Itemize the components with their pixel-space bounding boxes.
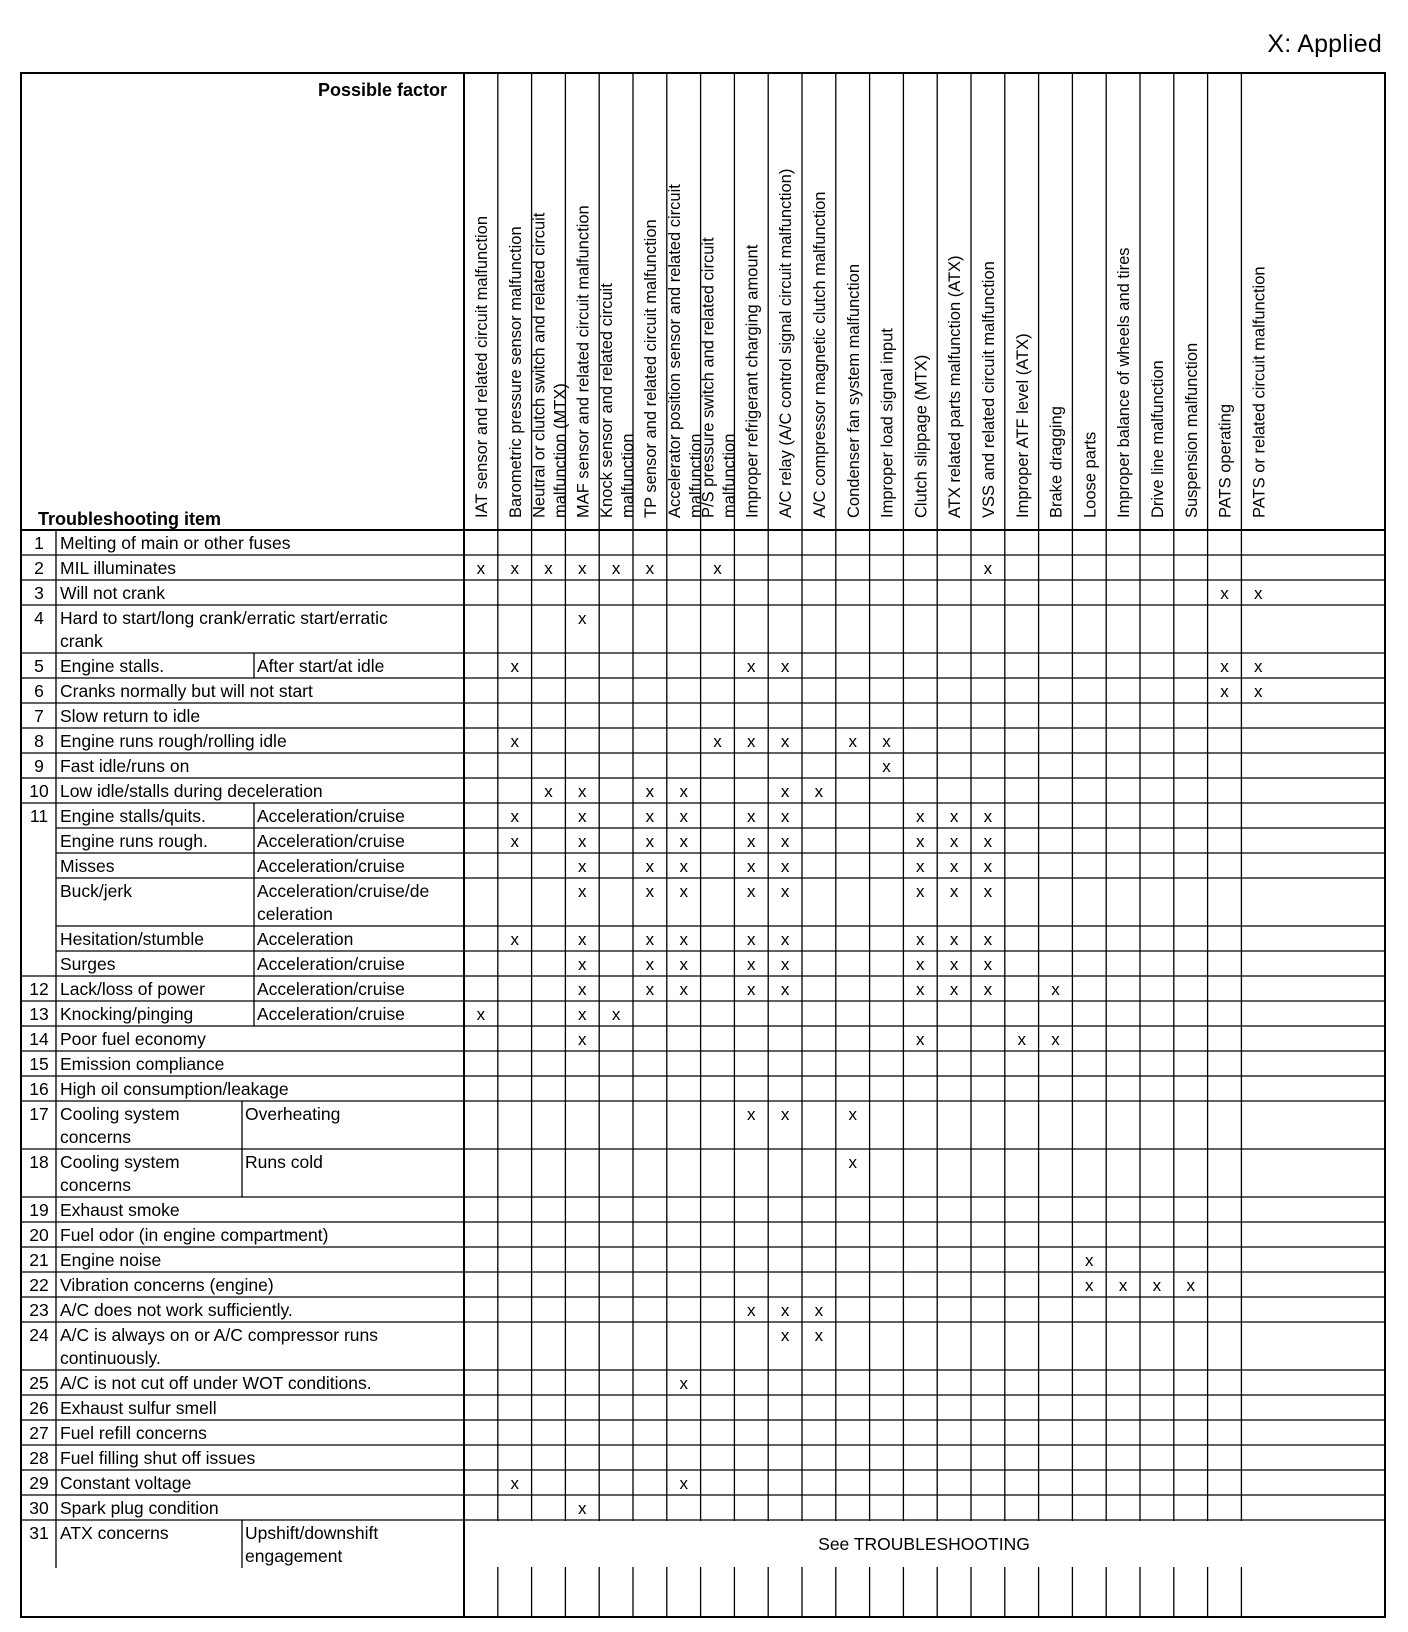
condition-text: Acceleration/cruise — [257, 954, 405, 974]
condition-text: After start/at idle — [257, 656, 385, 676]
applied-mark: x — [1220, 584, 1229, 603]
applied-mark: x — [611, 1005, 621, 1024]
row-number: 9 — [34, 756, 44, 776]
troubleshooting-item: Surges — [60, 954, 116, 974]
applied-mark: x — [747, 857, 756, 876]
factor-header: Brake dragging — [1047, 406, 1066, 518]
troubleshooting-item: Exhaust smoke — [60, 1200, 180, 1220]
troubleshooting-item: Fuel refill concerns — [60, 1423, 207, 1443]
factor-header: VSS and related circuit malfunction — [980, 261, 998, 518]
troubleshooting-item: concerns — [60, 1175, 132, 1195]
row-number: 15 — [29, 1054, 49, 1074]
applied-mark: x — [713, 559, 722, 578]
applied-mark: x — [949, 807, 959, 826]
applied-mark: x — [578, 609, 587, 628]
applied-mark: x — [780, 832, 790, 851]
applied-mark: x — [780, 657, 790, 676]
troubleshooting-item: Low idle/stalls during deceleration — [60, 781, 323, 801]
applied-mark: x — [949, 930, 959, 949]
applied-mark: x — [916, 955, 925, 974]
applied-mark: x — [983, 930, 993, 949]
row-number: 21 — [29, 1250, 49, 1270]
applied-mark: x — [645, 782, 655, 801]
applied-mark: x — [578, 807, 587, 826]
applied-mark: x — [645, 930, 655, 949]
applied-mark: x — [814, 1326, 824, 1345]
applied-mark: x — [645, 807, 655, 826]
troubleshooting-item: Poor fuel economy — [60, 1029, 206, 1049]
applied-mark: x — [578, 930, 587, 949]
troubleshooting-item-title: Troubleshooting item — [38, 509, 221, 529]
factor-header: MAF sensor and related circuit malfunction — [574, 205, 593, 518]
applied-mark: x — [949, 980, 959, 999]
applied-mark: x — [1254, 584, 1263, 603]
applied-mark: x — [983, 559, 993, 578]
troubleshooting-item: A/C is always on or A/C compressor runs — [60, 1325, 379, 1345]
row-number: 23 — [29, 1300, 49, 1320]
factor-header: Clutch slippage (MTX) — [912, 354, 931, 518]
applied-mark: x — [1085, 1276, 1094, 1295]
applied-mark: x — [1254, 682, 1263, 701]
troubleshooting-item: Cooling system — [60, 1152, 180, 1172]
applied-mark: x — [645, 559, 655, 578]
applied-mark: x — [1118, 1276, 1128, 1295]
factor-header: A/C compressor magnetic clutch malfunction — [811, 191, 829, 518]
applied-mark: x — [1152, 1276, 1162, 1295]
troubleshooting-item: Slow return to idle — [60, 706, 201, 726]
applied-mark: x — [679, 980, 688, 999]
applied-mark: x — [848, 732, 857, 751]
applied-mark: x — [510, 807, 519, 826]
condition-text: Acceleration/cruise — [257, 831, 405, 851]
factor-header: Accelerator position sensor and related circuit — [665, 184, 684, 518]
applied-mark: x — [578, 955, 587, 974]
applied-mark: x — [1220, 657, 1229, 676]
row-number: 12 — [29, 979, 49, 999]
factor-header: IAT sensor and related circuit malfunction — [473, 215, 491, 518]
factor-header: malfunction — [619, 433, 638, 518]
applied-mark: x — [780, 1105, 790, 1124]
applied-mark: x — [1220, 682, 1229, 701]
factor-header: A/C relay (A/C control signal circuit malfunction) — [777, 168, 796, 518]
factor-header: malfunction — [686, 433, 705, 518]
condition-text: Acceleration — [257, 929, 354, 949]
applied-mark: x — [679, 857, 688, 876]
factor-header: Suspension malfunction — [1182, 342, 1201, 518]
applied-mark: x — [510, 1474, 519, 1493]
row-number: 4 — [34, 608, 44, 628]
applied-mark: x — [645, 857, 655, 876]
troubleshooting-item: Constant voltage — [60, 1473, 192, 1493]
troubleshooting-item: Melting of main or other fuses — [60, 533, 291, 553]
applied-mark: x — [578, 782, 587, 801]
troubleshooting-item: Engine noise — [60, 1250, 162, 1270]
condition-text: Acceleration/cruise — [257, 1004, 405, 1024]
applied-mark: x — [983, 955, 993, 974]
applied-mark: x — [679, 1374, 688, 1393]
factor-header: P/S pressure switch and related circuit — [699, 237, 718, 518]
row-number: 3 — [34, 583, 44, 603]
troubleshooting-item: High oil consumption/leakage — [60, 1079, 289, 1099]
applied-mark: x — [882, 732, 891, 751]
applied-mark: x — [780, 955, 790, 974]
factor-header: malfunction (MTX) — [551, 383, 570, 518]
applied-mark: x — [949, 955, 959, 974]
factor-header: Neutral or clutch switch and related circuit — [530, 212, 549, 518]
row-number: 31 — [29, 1523, 49, 1543]
applied-mark: x — [544, 559, 553, 578]
matrix-grid — [22, 74, 1384, 1616]
factor-header: Improper refrigerant charging amount — [743, 244, 762, 518]
applied-mark: x — [916, 930, 925, 949]
factor-header: Knock sensor and related circuit — [598, 283, 617, 518]
applied-mark: x — [949, 857, 959, 876]
factor-header: Improper balance of wheels and tires — [1115, 247, 1134, 518]
troubleshooting-item: Engine stalls. — [60, 656, 165, 676]
applied-mark: x — [916, 1030, 925, 1049]
applied-mark: x — [983, 807, 993, 826]
troubleshooting-item: Emission compliance — [60, 1054, 225, 1074]
applied-mark: x — [679, 882, 688, 901]
troubleshooting-matrix — [20, 72, 1386, 1618]
applied-mark: x — [510, 832, 519, 851]
applied-mark: x — [882, 757, 891, 776]
row-number: 13 — [29, 1004, 49, 1024]
applied-mark: x — [1254, 657, 1263, 676]
condition-text: Acceleration/cruise/de — [257, 881, 430, 901]
applied-mark: x — [747, 657, 756, 676]
possible-factor-title: Possible factor — [317, 80, 447, 100]
factor-header: Barometric pressure sensor malfunction — [506, 226, 525, 518]
row-number: 28 — [29, 1448, 49, 1468]
troubleshooting-item: Spark plug condition — [60, 1498, 219, 1518]
condition-text: Upshift/downshift — [245, 1523, 379, 1543]
applied-mark: x — [510, 657, 519, 676]
row-number: 8 — [34, 731, 44, 751]
see-troubleshooting-note: See TROUBLESHOOTING — [818, 1534, 1030, 1554]
applied-mark: x — [747, 980, 756, 999]
row-number: 22 — [29, 1275, 49, 1295]
troubleshooting-item: crank — [60, 631, 103, 651]
applied-mark: x — [747, 732, 756, 751]
applied-mark: x — [916, 882, 925, 901]
row-number: 16 — [29, 1079, 49, 1099]
applied-mark: x — [1186, 1276, 1195, 1295]
row-number: 17 — [29, 1104, 49, 1124]
row-number: 14 — [29, 1029, 49, 1049]
troubleshooting-item: Engine runs rough. — [60, 831, 208, 851]
troubleshooting-item: Fast idle/runs on — [60, 756, 190, 776]
row-number: 5 — [34, 656, 44, 676]
row-number: 24 — [29, 1325, 49, 1345]
applied-mark: x — [983, 857, 993, 876]
applied-mark: x — [679, 807, 688, 826]
applied-mark: x — [645, 882, 655, 901]
factor-header: TP sensor and related circuit malfunction — [642, 219, 660, 518]
row-number: 29 — [29, 1473, 49, 1493]
factor-header: Improper load signal input — [878, 328, 897, 518]
troubleshooting-item: Knocking/pinging — [60, 1004, 194, 1024]
troubleshooting-item: Exhaust sulfur smell — [60, 1398, 217, 1418]
applied-mark: x — [578, 1499, 587, 1518]
factor-header: PATS operating — [1216, 403, 1235, 518]
applied-mark: x — [578, 882, 587, 901]
applied-mark: x — [747, 832, 756, 851]
factor-header: Loose parts — [1081, 431, 1100, 518]
applied-mark: x — [578, 559, 587, 578]
troubleshooting-item: Engine stalls/quits. — [60, 806, 206, 826]
applied-mark: x — [747, 807, 756, 826]
condition-text: Acceleration/cruise — [257, 979, 405, 999]
applied-mark: x — [916, 832, 925, 851]
applied-mark: x — [611, 559, 621, 578]
applied-mark: x — [1051, 1030, 1060, 1049]
applied-mark: x — [510, 559, 519, 578]
factor-header: ATX related parts malfunction (ATX) — [946, 255, 965, 518]
troubleshooting-item: Engine runs rough/rolling idle — [60, 731, 287, 751]
applied-mark: x — [645, 955, 655, 974]
condition-text: Acceleration/cruise — [257, 856, 405, 876]
applied-mark: x — [578, 832, 587, 851]
applied-mark: x — [679, 782, 688, 801]
troubleshooting-item: Misses — [60, 856, 115, 876]
applied-mark: x — [780, 782, 790, 801]
applied-mark: x — [679, 1474, 688, 1493]
applied-mark: x — [679, 930, 688, 949]
applied-mark: x — [476, 1005, 486, 1024]
applied-mark: x — [713, 732, 722, 751]
applied-mark: x — [578, 1030, 587, 1049]
condition-text: engagement — [245, 1546, 343, 1566]
factor-header: Drive line malfunction — [1149, 360, 1167, 518]
factor-header: Improper ATF level (ATX) — [1013, 333, 1032, 518]
troubleshooting-item: ATX concerns — [60, 1523, 169, 1543]
troubleshooting-item: Cranks normally but will not start — [60, 681, 313, 701]
row-number: 30 — [29, 1498, 49, 1518]
row-number: 7 — [34, 706, 44, 726]
applied-mark: x — [1085, 1251, 1094, 1270]
applied-mark: x — [578, 1005, 587, 1024]
row-number: 25 — [29, 1373, 49, 1393]
applied-mark: x — [983, 980, 993, 999]
applied-mark: x — [949, 882, 959, 901]
applied-mark: x — [578, 857, 587, 876]
applied-mark: x — [848, 1153, 857, 1172]
condition-text: celeration — [257, 904, 333, 924]
applied-mark: x — [679, 832, 688, 851]
applied-mark: x — [983, 832, 993, 851]
applied-mark: x — [916, 807, 925, 826]
factor-header: malfunction — [720, 433, 739, 518]
applied-mark: x — [679, 955, 688, 974]
troubleshooting-item: Lack/loss of power — [60, 979, 205, 999]
applied-mark: x — [916, 980, 925, 999]
condition-text: Overheating — [245, 1104, 341, 1124]
row-number: 10 — [29, 781, 49, 801]
applied-mark: x — [780, 732, 790, 751]
applied-mark: x — [949, 832, 959, 851]
troubleshooting-item: A/C does not work sufficiently. — [60, 1300, 293, 1320]
row-number: 20 — [29, 1225, 49, 1245]
condition-text: Acceleration/cruise — [257, 806, 405, 826]
applied-mark: x — [645, 980, 655, 999]
troubleshooting-item: MIL illuminates — [60, 558, 177, 578]
row-number: 18 — [29, 1152, 49, 1172]
applied-mark: x — [848, 1105, 857, 1124]
applied-mark: x — [814, 1301, 824, 1320]
applied-mark: x — [510, 930, 519, 949]
row-number: 11 — [29, 806, 49, 826]
applied-mark: x — [814, 782, 824, 801]
applied-mark: x — [780, 1301, 790, 1320]
row-number: 26 — [29, 1398, 49, 1418]
row-number: 27 — [29, 1423, 49, 1443]
applied-mark: x — [780, 857, 790, 876]
applied-mark: x — [476, 559, 486, 578]
applied-mark: x — [983, 882, 993, 901]
row-number: 6 — [34, 681, 44, 701]
factor-header: PATS or related circuit malfunction — [1250, 266, 1269, 518]
applied-mark: x — [780, 980, 790, 999]
applied-mark: x — [747, 882, 756, 901]
row-number: 1 — [34, 533, 44, 553]
troubleshooting-item: Vibration concerns (engine) — [60, 1275, 274, 1295]
troubleshooting-item: Hard to start/long crank/erratic start/erratic — [60, 608, 388, 628]
legend: X: Applied — [1267, 30, 1382, 58]
troubleshooting-item: Will not crank — [60, 583, 166, 603]
troubleshooting-item: concerns — [60, 1127, 132, 1147]
row-number: 2 — [34, 558, 44, 578]
row-number: 19 — [29, 1200, 49, 1220]
factor-header: Condenser fan system malfunction — [844, 263, 863, 518]
applied-mark: x — [780, 930, 790, 949]
applied-mark: x — [916, 857, 925, 876]
applied-mark: x — [510, 732, 519, 751]
applied-mark: x — [1051, 980, 1060, 999]
applied-mark: x — [747, 930, 756, 949]
condition-text: Runs cold — [245, 1152, 323, 1172]
troubleshooting-item: continuously. — [60, 1348, 161, 1368]
troubleshooting-item: A/C is not cut off under WOT conditions. — [60, 1373, 372, 1393]
applied-mark: x — [747, 955, 756, 974]
applied-mark: x — [747, 1105, 756, 1124]
applied-mark: x — [578, 980, 587, 999]
troubleshooting-item: Buck/jerk — [60, 881, 132, 901]
applied-mark: x — [747, 1301, 756, 1320]
applied-mark: x — [780, 1326, 790, 1345]
troubleshooting-item: Hesitation/stumble — [60, 929, 204, 949]
applied-mark: x — [544, 782, 553, 801]
applied-mark: x — [645, 832, 655, 851]
applied-mark: x — [780, 882, 790, 901]
troubleshooting-item: Fuel filling shut off issues — [60, 1448, 256, 1468]
applied-mark: x — [1017, 1030, 1026, 1049]
applied-mark: x — [780, 807, 790, 826]
troubleshooting-item: Fuel odor (in engine compartment) — [60, 1225, 329, 1245]
troubleshooting-item: Cooling system — [60, 1104, 180, 1124]
